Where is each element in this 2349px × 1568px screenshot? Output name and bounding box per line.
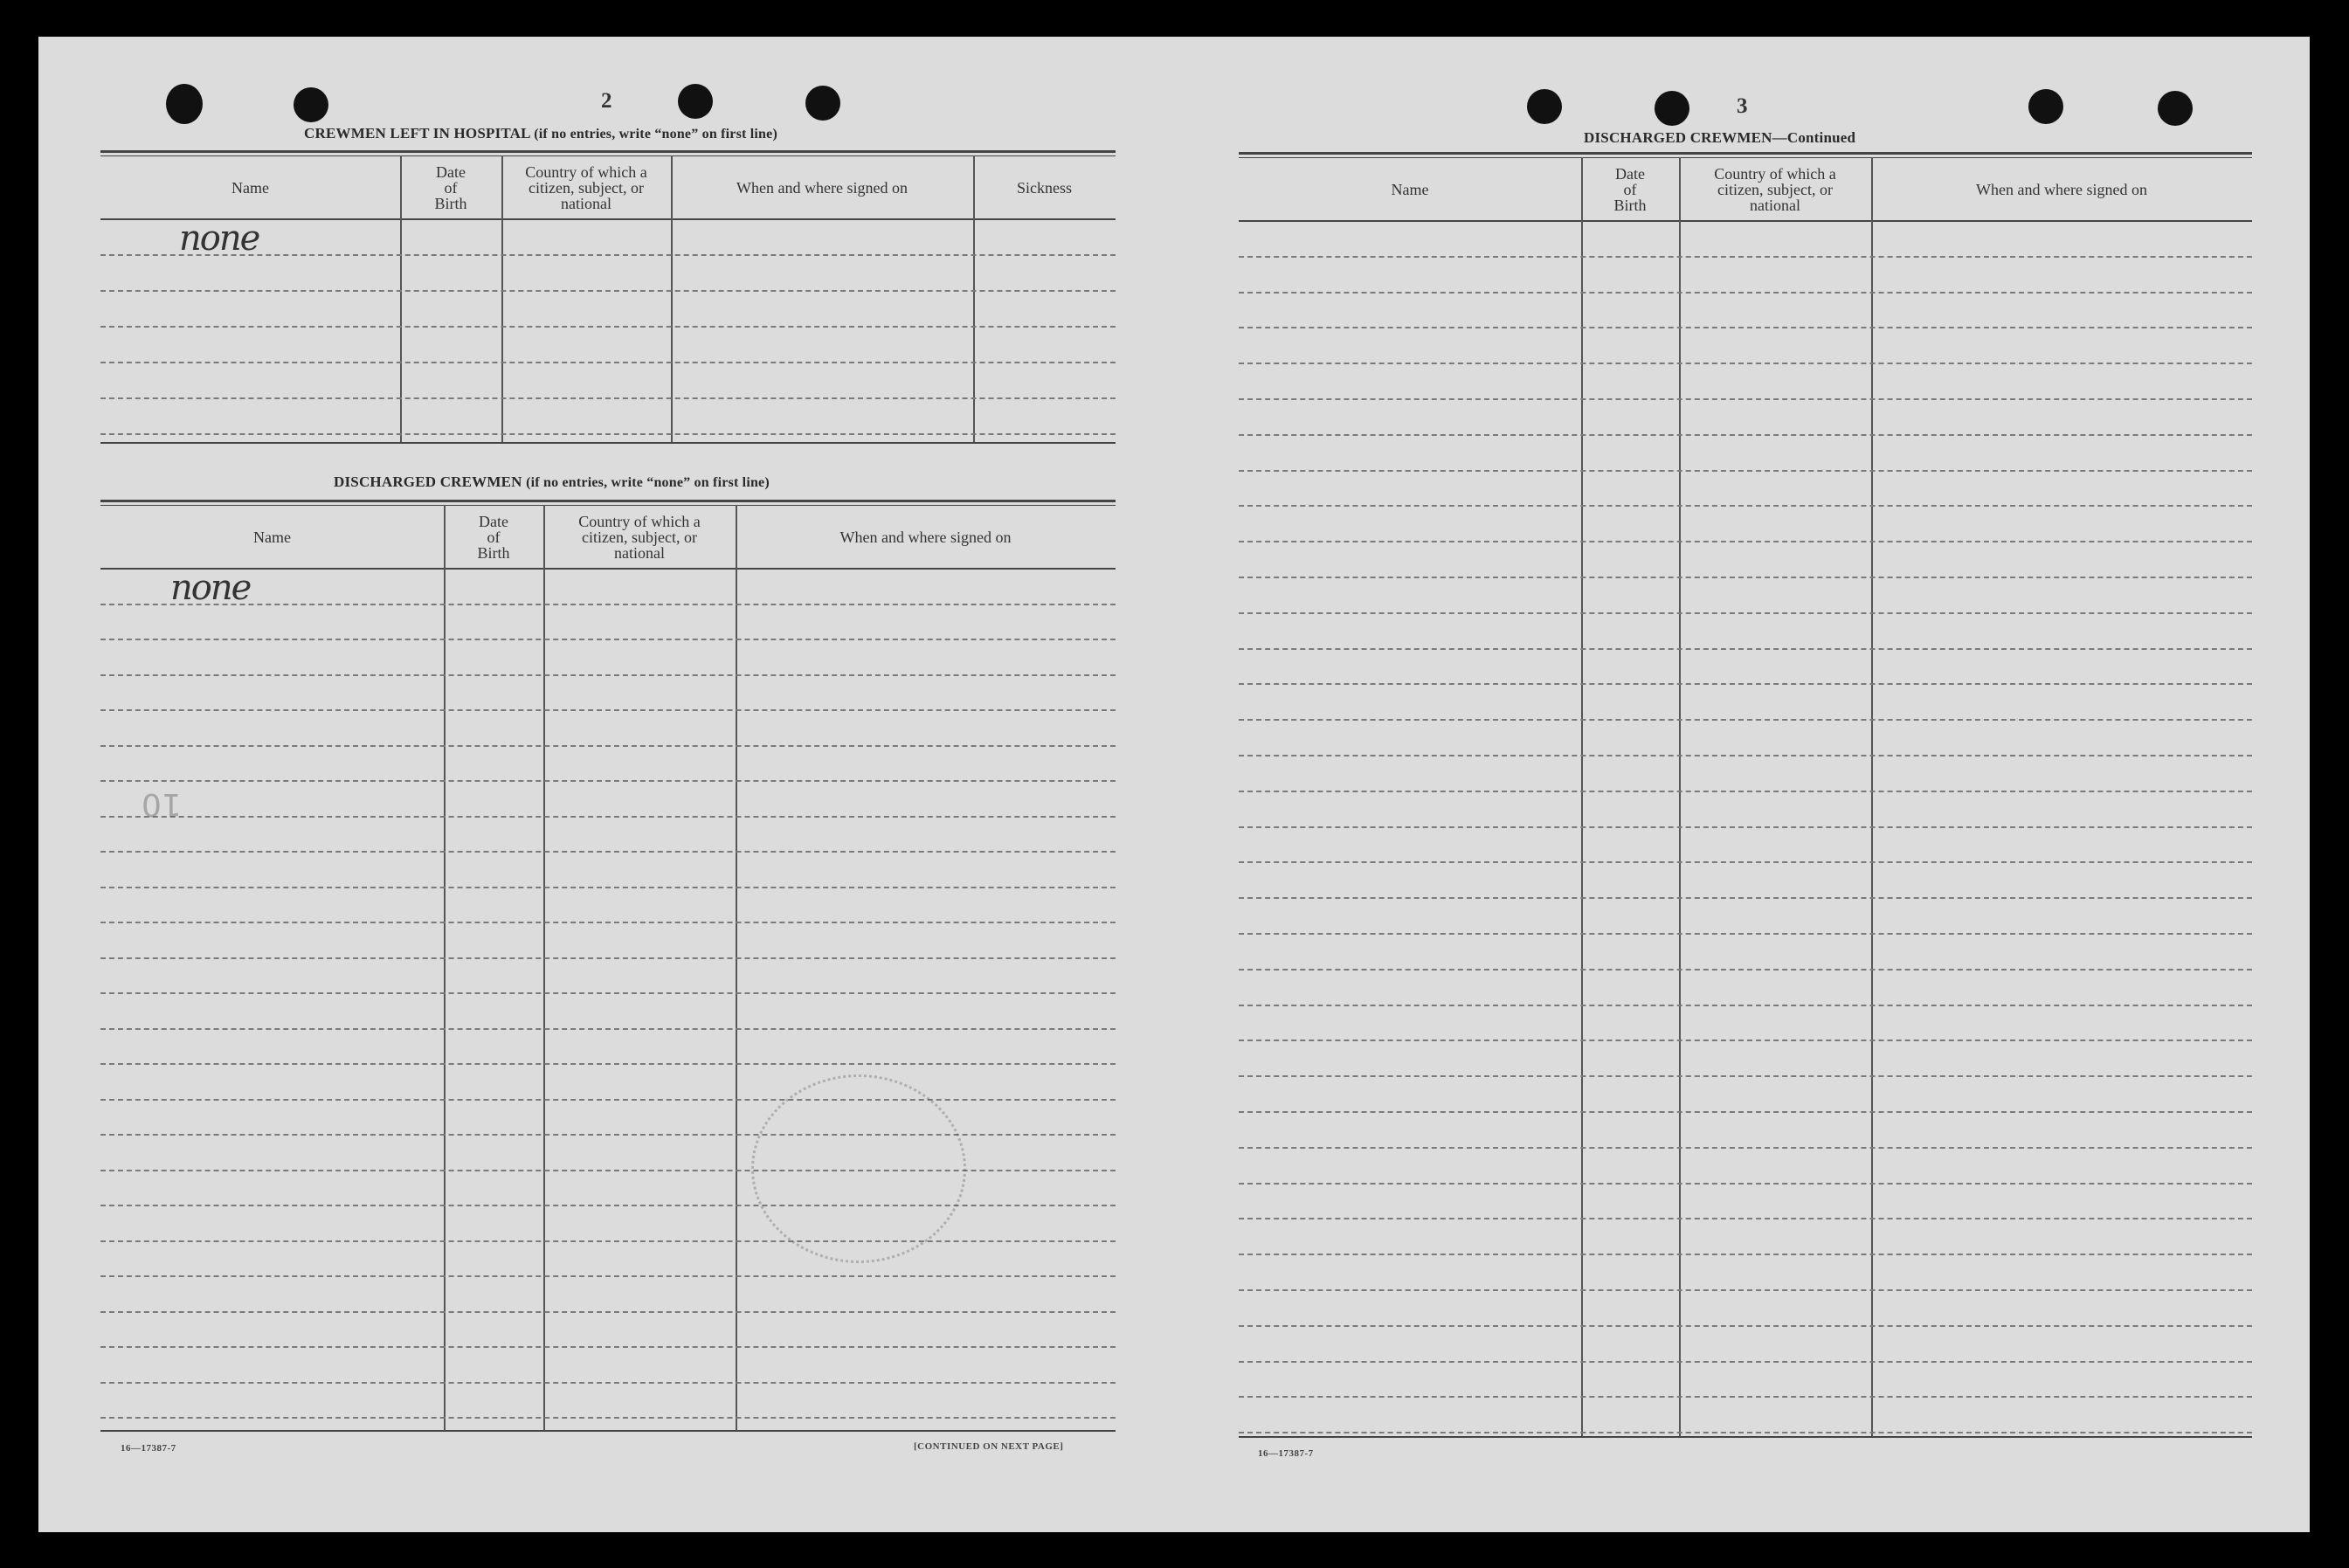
row-line xyxy=(100,745,1116,747)
row-line xyxy=(100,433,1116,435)
punch-hole xyxy=(1655,91,1689,126)
discharged-title-note: (if no entries, write “none” on first line) xyxy=(526,475,770,490)
row-line xyxy=(100,1205,1116,1206)
row-line xyxy=(100,1134,1116,1136)
column-header: Date of Birth xyxy=(434,163,467,212)
row-line xyxy=(1239,1183,2252,1185)
column-header: Country of which a citizen, subject, or national xyxy=(1714,165,1836,214)
row-line xyxy=(1239,861,2252,863)
row-line xyxy=(100,290,1116,292)
column-header: Name xyxy=(231,179,269,197)
row-line xyxy=(1239,327,2252,328)
row-line xyxy=(100,1063,1116,1065)
row-line xyxy=(100,1417,1116,1419)
column-divider xyxy=(1581,157,1583,1436)
row-line xyxy=(1239,1289,2252,1291)
row-line xyxy=(1239,648,2252,650)
row-line xyxy=(100,780,1116,782)
punch-hole xyxy=(1527,89,1562,124)
faint-stamp xyxy=(751,1074,966,1263)
row-line xyxy=(1239,969,2252,971)
table-bottom-rule xyxy=(100,442,1116,444)
handwritten-none-discharged: none xyxy=(170,568,251,608)
row-line xyxy=(1239,1361,2252,1363)
row-line xyxy=(1239,1432,2252,1433)
hospital-section-title xyxy=(304,125,777,142)
table-top-rule xyxy=(1239,152,2252,155)
column-header: When and where signed on xyxy=(1976,181,2147,198)
row-line xyxy=(1239,933,2252,935)
row-line xyxy=(100,957,1116,959)
continued-note: [CONTINUED ON NEXT PAGE] xyxy=(914,1441,1064,1452)
row-line xyxy=(100,851,1116,853)
pencil-margin-mark: 10 xyxy=(142,786,182,822)
row-line xyxy=(100,1028,1116,1030)
row-line xyxy=(1239,612,2252,614)
column-header: Date of Birth xyxy=(477,513,510,562)
table-bottom-rule xyxy=(1239,1436,2252,1438)
row-line xyxy=(1239,1396,2252,1398)
row-line xyxy=(100,674,1116,676)
row-line xyxy=(1239,292,2252,294)
row-line xyxy=(1239,1325,2252,1327)
row-line xyxy=(100,1346,1116,1348)
row-line xyxy=(100,992,1116,994)
punch-hole xyxy=(166,84,203,124)
document-sheet xyxy=(38,37,2310,1532)
discharged-title-main: DISCHARGED CREWMEN xyxy=(334,473,522,490)
punch-hole xyxy=(678,84,713,119)
row-line xyxy=(1239,577,2252,578)
column-header: Sickness xyxy=(1017,179,1072,197)
row-line xyxy=(1239,826,2252,828)
row-line xyxy=(1239,1040,2252,1041)
hospital-title-note: (if no entries, write “none” on first line) xyxy=(534,127,777,142)
row-line xyxy=(1239,256,2252,258)
row-line xyxy=(1239,505,2252,507)
column-header: Date of Birth xyxy=(1613,165,1647,214)
column-header: Country of which a citizen, subject, or national xyxy=(525,163,647,212)
punch-hole xyxy=(2158,91,2193,126)
row-line xyxy=(100,887,1116,888)
column-divider xyxy=(543,505,545,1430)
table-top-rule xyxy=(100,500,1116,502)
row-line xyxy=(100,709,1116,711)
column-header: Name xyxy=(1391,181,1429,198)
row-line xyxy=(100,397,1116,399)
page-number: 3 xyxy=(1737,94,1748,118)
column-header: When and where signed on xyxy=(839,528,1012,546)
page-number: 2 xyxy=(601,89,612,113)
discharged-section-title xyxy=(334,473,770,491)
row-line xyxy=(100,362,1116,363)
table-top-rule xyxy=(100,150,1116,153)
row-line xyxy=(100,639,1116,640)
table-top-rule xyxy=(100,155,1116,156)
row-line xyxy=(100,604,1116,605)
row-line xyxy=(1239,683,2252,685)
row-line xyxy=(1239,719,2252,721)
row-line xyxy=(100,326,1116,328)
column-divider xyxy=(1871,157,1873,1436)
row-line xyxy=(100,816,1116,818)
row-line xyxy=(100,1311,1116,1313)
hospital-title-main: CREWMEN LEFT IN HOSPITAL xyxy=(304,125,530,142)
row-line xyxy=(1239,1147,2252,1149)
punch-hole xyxy=(2028,89,2063,124)
column-header: Name xyxy=(253,528,291,546)
row-line xyxy=(1239,755,2252,756)
table-top-rule xyxy=(100,505,1116,506)
column-divider xyxy=(1679,157,1681,1436)
row-line xyxy=(1239,1218,2252,1219)
row-line xyxy=(1239,541,2252,542)
row-line xyxy=(1239,791,2252,792)
row-line xyxy=(100,1382,1116,1384)
column-header: Country of which a citizen, subject, or national xyxy=(578,513,701,562)
punch-hole xyxy=(805,86,840,121)
row-line xyxy=(1239,434,2252,436)
row-line xyxy=(1239,897,2252,899)
handwritten-none-hospital: none xyxy=(179,218,259,259)
row-line xyxy=(1239,1075,2252,1077)
row-line xyxy=(1239,1005,2252,1006)
row-line xyxy=(1239,363,2252,364)
form-number-right: 16—17387-7 xyxy=(1258,1448,1314,1459)
column-divider xyxy=(736,505,737,1430)
form-number-left: 16—17387-7 xyxy=(121,1443,176,1454)
row-line xyxy=(100,1275,1116,1277)
column-divider xyxy=(444,505,446,1430)
row-line xyxy=(1239,1111,2252,1113)
row-line xyxy=(1239,398,2252,400)
punch-hole xyxy=(294,87,328,122)
column-header: When and where signed on xyxy=(736,179,908,197)
row-line xyxy=(1239,1254,2252,1255)
row-line xyxy=(100,922,1116,923)
header-rule xyxy=(1239,220,2252,222)
table-bottom-rule xyxy=(100,1430,1116,1432)
discharged-continued-title: DISCHARGED CREWMEN—Continued xyxy=(1584,129,1856,146)
row-line xyxy=(100,1240,1116,1242)
table-top-rule xyxy=(1239,157,2252,158)
row-line xyxy=(100,1099,1116,1101)
row-line xyxy=(1239,470,2252,472)
header-rule xyxy=(100,568,1116,570)
